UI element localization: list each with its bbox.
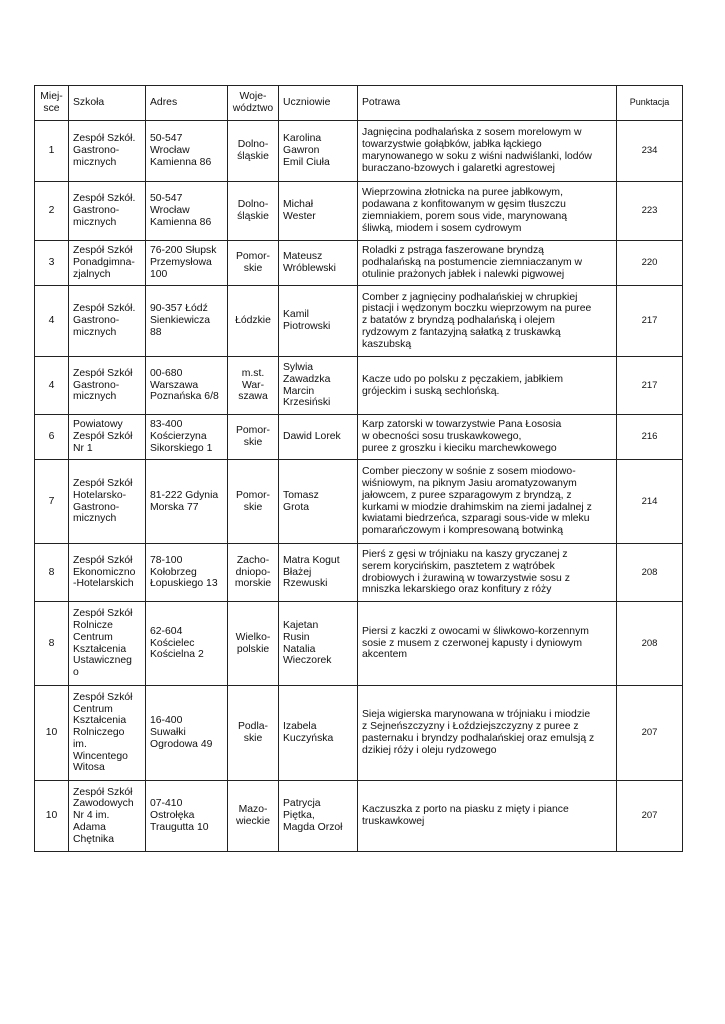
cell-dish: Piersi z kaczki z owocami w śliwkowo-korzennym sosie z musem z czerwonej kapusty i dyniowym akcentem	[358, 602, 617, 686]
cell-voivodeship: Mazo- wieckie	[228, 781, 279, 852]
cell-dish: Sieja wigierska marynowana w trójniaku i miodzie z Sejneńszczyzny i Łoździejszczyzny z puree z pasternaku i bryndzy podhalańskiej oraz emulsją z dzikiej róży i oleju rydzowego	[358, 686, 617, 781]
cell-place: 10	[35, 781, 69, 852]
cell-address: 50-547 Wrocław Kamienna 86	[146, 121, 228, 182]
cell-points: 217	[617, 357, 683, 415]
table-row	[35, 415, 683, 460]
table-row	[35, 602, 683, 686]
table-row	[35, 286, 683, 357]
cell-dish: Karp zatorski w towarzystwie Pana Łososia w obecności sosu truskawkowego, puree z groszku i kieciku marchewkowego	[358, 415, 617, 460]
cell-school: Zespół Szkół Zawodowych Nr 4 im. Adama Chętnika	[69, 781, 146, 852]
cell-dish: Kacze udo po polsku z pęczakiem, jabłkiem grójeckim i suską sechlońską.	[358, 357, 617, 415]
cell-school: Zespół Szkół Rolnicze Centrum Kształcenia Ustawiczneg o	[69, 602, 146, 686]
cell-place: 4	[35, 286, 69, 357]
header-school: Szkoła	[69, 86, 146, 121]
cell-address: 16-400 Suwałki Ogrodowa 49	[146, 686, 228, 781]
cell-voivodeship: Pomor- skie	[228, 241, 279, 286]
cell-school: Zespół Szkół. Gastrono- micznych	[69, 286, 146, 357]
cell-students: Karolina Gawron Emil Ciuła	[279, 121, 358, 182]
header-place: Miej- sce	[35, 86, 69, 121]
cell-students: Kajetan Rusin Natalia Wieczorek	[279, 602, 358, 686]
cell-dish: Comber z jagnięciny podhalańskiej w chrupkiej pistacji i wędzonym boczku wieprzowym na puree z batatów z bryndzą podhalańską i olejem rydzowym z fantazyjną sałatką z truskawką kaszubską	[358, 286, 617, 357]
header-address: Adres	[146, 86, 228, 121]
cell-voivodeship: m.st. War- szawa	[228, 357, 279, 415]
cell-place: 4	[35, 357, 69, 415]
cell-school: Zespół Szkół Ponadgimna- zjalnych	[69, 241, 146, 286]
cell-voivodeship: Zacho- dniopo- morskie	[228, 544, 279, 602]
cell-school: Zespół Szkół Ekonomiczno -Hotelarskich	[69, 544, 146, 602]
cell-voivodeship: Pomor- skie	[228, 460, 279, 544]
cell-points: 207	[617, 686, 683, 781]
cell-address: 83-400 Kościerzyna Sikorskiego 1	[146, 415, 228, 460]
cell-address: 07-410 Ostrołęka Traugutta 10	[146, 781, 228, 852]
header-voivodeship: Woje- wództwo	[228, 86, 279, 121]
cell-students: Michał Wester	[279, 182, 358, 241]
cell-points: 208	[617, 602, 683, 686]
cell-school: Zespół Szkół. Gastrono- micznych	[69, 121, 146, 182]
cell-place: 10	[35, 686, 69, 781]
cell-place: 2	[35, 182, 69, 241]
cell-points: 234	[617, 121, 683, 182]
cell-school: Zespół Szkół. Gastrono- micznych	[69, 182, 146, 241]
cell-dish: Pierś z gęsi w trójniaku na kaszy gryczanej z serem korycińskim, pasztetem z wątróbek drobiowych i żurawiną w towarzystwie sosu z mniszka lekarskiego oraz konfitury z róży	[358, 544, 617, 602]
cell-voivodeship: Podla- skie	[228, 686, 279, 781]
table-row	[35, 241, 683, 286]
cell-address: 50-547 Wrocław Kamienna 86	[146, 182, 228, 241]
cell-dish: Comber pieczony w sośnie z sosem miodowo- wiśniowym, na piknym Jasiu aromatyzowanym jałowcem, z puree szparagowym z bryndzą, z kurkami w miodzie drahimskim na ziemi jadalnej z kwiatami biedrzeńca, szparagi sous-vide w mleku pomarańczowym i kompresowaną botwinką	[358, 460, 617, 544]
cell-voivodeship: Dolno- śląskie	[228, 121, 279, 182]
cell-place: 6	[35, 415, 69, 460]
cell-points: 207	[617, 781, 683, 852]
cell-dish: Kaczuszka z porto na piasku z mięty i piance truskawkowej	[358, 781, 617, 852]
cell-students: Kamil Piotrowski	[279, 286, 358, 357]
header-students: Uczniowie	[279, 86, 358, 121]
table-row	[35, 544, 683, 602]
cell-voivodeship: Dolno- śląskie	[228, 182, 279, 241]
cell-points: 217	[617, 286, 683, 357]
cell-place: 8	[35, 544, 69, 602]
cell-students: Matra Kogut Błażej Rzewuski	[279, 544, 358, 602]
table-row	[35, 357, 683, 415]
cell-address: 78-100 Kołobrzeg Łopuskiego 13	[146, 544, 228, 602]
cell-place: 8	[35, 602, 69, 686]
table-row	[35, 781, 683, 852]
cell-address: 90-357 Łódź Sienkiewicza 88	[146, 286, 228, 357]
cell-points: 220	[617, 241, 683, 286]
cell-students: Patrycja Piętka, Magda Orzoł	[279, 781, 358, 852]
cell-points: 208	[617, 544, 683, 602]
cell-points: 223	[617, 182, 683, 241]
cell-address: 62-604 Kościelec Kościelna 2	[146, 602, 228, 686]
cell-place: 7	[35, 460, 69, 544]
cell-school: Zespół Szkół Gastrono- micznych	[69, 357, 146, 415]
table-row	[35, 121, 683, 182]
cell-address: 81-222 Gdynia Morska 77	[146, 460, 228, 544]
header-row	[35, 86, 683, 121]
cell-voivodeship: Wielko- polskie	[228, 602, 279, 686]
cell-address: 00-680 Warszawa Poznańska 6/8	[146, 357, 228, 415]
cell-address: 76-200 Słupsk Przemysłowa 100	[146, 241, 228, 286]
cell-students: Dawid Lorek	[279, 415, 358, 460]
cell-school: Zespół Szkół Centrum Kształcenia Rolniczego im. Wincentego Witosa	[69, 686, 146, 781]
cell-school: Zespół Szkół Hotelarsko- Gastrono- micznych	[69, 460, 146, 544]
header-points: Punktacja	[617, 86, 683, 121]
table-row	[35, 686, 683, 781]
header-dish: Potrawa	[358, 86, 617, 121]
cell-students: Izabela Kuczyńska	[279, 686, 358, 781]
cell-students: Tomasz Grota	[279, 460, 358, 544]
cell-school: Powiatowy Zespół Szkół Nr 1	[69, 415, 146, 460]
cell-students: Sylwia Zawadzka Marcin Krzesiński	[279, 357, 358, 415]
cell-dish: Jagnięcina podhalańska z sosem morelowym w towarzystwie gołąbków, jabłka łąckiego marynowanego w soku z wiśni nadwiślanki, lodów buraczano-bzowych i galaretki agrestowej	[358, 121, 617, 182]
table-row	[35, 460, 683, 544]
cell-voivodeship: Pomor- skie	[228, 415, 279, 460]
cell-dish: Wieprzowina złotnicka na puree jabłkowym, podawana z konfitowanym w gęsim tłuszczu ziemniakiem, porem sous vide, marynowaną śliwką, miodem i sosem cydrowym	[358, 182, 617, 241]
cell-dish: Roladki z pstrąga faszerowane bryndzą podhalańską na postumencie ziemniaczanym w otulinie prażonych jabłek i nalewki pigwowej	[358, 241, 617, 286]
cell-place: 1	[35, 121, 69, 182]
cell-points: 216	[617, 415, 683, 460]
cell-students: Mateusz Wróblewski	[279, 241, 358, 286]
table-row	[35, 182, 683, 241]
cell-points: 214	[617, 460, 683, 544]
cell-voivodeship: Łódzkie	[228, 286, 279, 357]
results-table	[34, 85, 683, 852]
cell-place: 3	[35, 241, 69, 286]
